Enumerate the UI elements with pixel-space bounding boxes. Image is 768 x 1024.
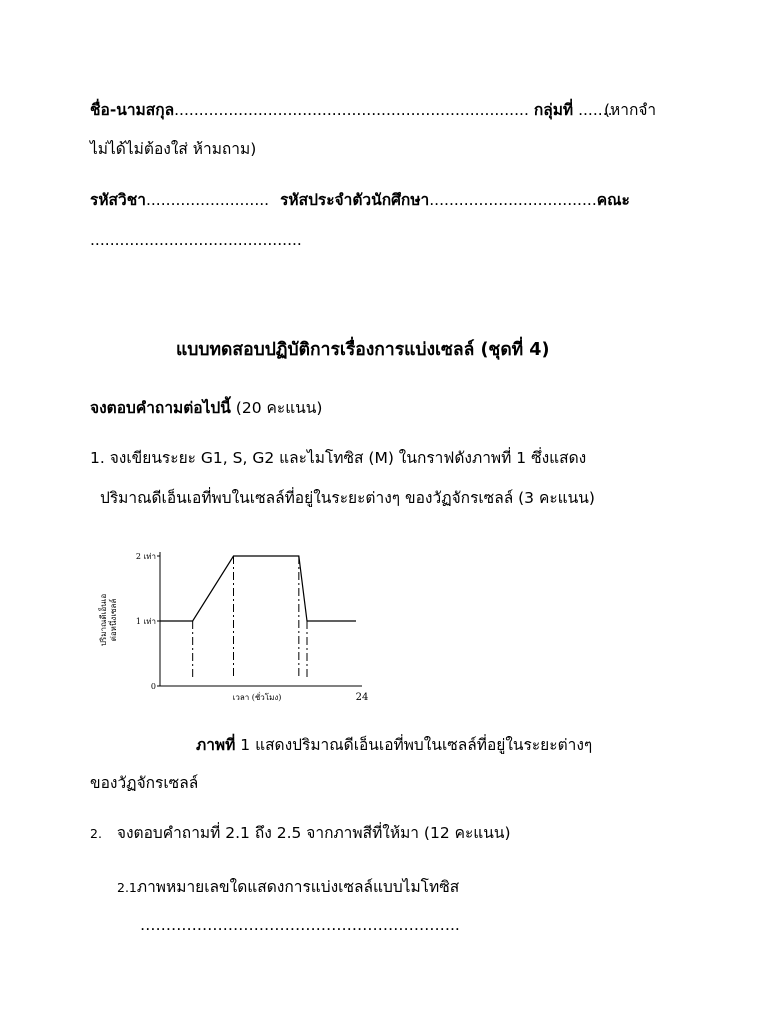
header-row-2 — [90, 190, 630, 210]
caption-text-1: 1 แสดงปริมาณดีเอ็นเอที่พบในเซลล์ที่อยู่ในระยะต่างๆ — [235, 736, 593, 754]
y-tick-label: 1 เท่า — [135, 617, 156, 626]
name-label: ชื่อ-นามสกุล — [90, 101, 175, 119]
y-axis-label-line-1: ปริมาณดีเอ็นเอ — [99, 593, 108, 647]
group-label: กลุ่มที่ — [533, 101, 574, 119]
course-field[interactable]: ......................... — [145, 191, 270, 209]
course-label: รหัสวิชา — [90, 191, 146, 209]
question-1-line-1: 1. จงเขียนระยะ G1, S, G2 และไมโทซิส (M) ในกราฟดังภาพที่ 1 ซึ่งแสดง — [90, 449, 587, 467]
question-1-line-2: ปริมาณดีเอ็นเอที่พบในเซลล์ที่อยู่ในระยะต่างๆ ของวัฏจักรเซลล์ (3 คะแนน) — [100, 489, 595, 507]
name-field[interactable]: ........................................................................ — [174, 101, 529, 119]
faculty-label: คณะ — [596, 191, 630, 209]
instruction-bold: จงตอบคำถามต่อไปนี้ — [90, 399, 231, 417]
question-2-text: จงตอบคำถามที่ 2.1 ถึง 2.5 จากภาพสีที่ให้มา (12 คะแนน) — [116, 824, 511, 842]
note-text-2: ไม่ได้ไม่ต้องใส่ ห้ามถาม) — [90, 140, 257, 158]
header-row-1 — [90, 100, 613, 120]
question-2-1-number: 2.1 — [117, 880, 137, 895]
faculty-field[interactable]: ........................................... — [90, 231, 302, 249]
question-2 — [90, 823, 511, 844]
figure-caption — [196, 735, 592, 755]
student-id-field[interactable]: .................................. — [429, 191, 597, 209]
page-title: แบบทดสอบปฏิบัติการเรื่องการแบ่งเซลล์ (ชุดที่ 4) — [176, 340, 550, 360]
answer-field-2-1[interactable]: …………………………………………………….. — [140, 916, 460, 934]
y-tick-label: 0 — [150, 682, 156, 691]
dna-content-line — [160, 556, 356, 621]
instruction — [90, 398, 322, 418]
question-2-number: 2. — [90, 826, 102, 841]
question-2-1 — [117, 877, 459, 898]
dna-content-chart — [90, 540, 390, 715]
student-id-label: รหัสประจำตัวนักศึกษา — [280, 191, 430, 209]
y-tick-label: 2 เท่า — [135, 552, 156, 561]
note-text-1: (หากจำ — [604, 101, 657, 119]
caption-bold: ภาพที่ — [196, 736, 236, 754]
caption-text-2: ของวัฏจักรเซลล์ — [90, 774, 199, 792]
y-axis-label-line-2: ต่อหนึ่งเซลล์ — [109, 598, 118, 642]
x-tick-label: 24 — [355, 692, 369, 703]
group-field[interactable]: ....... — [578, 101, 613, 119]
x-axis-label: เวลา (ชั่วโมง) — [232, 693, 282, 702]
question-2-1-text: ภาพหมายเลขใดแสดงการแบ่งเซลล์แบบไมโทซิส — [136, 878, 460, 896]
instruction-points: (20 คะแนน) — [235, 399, 323, 417]
